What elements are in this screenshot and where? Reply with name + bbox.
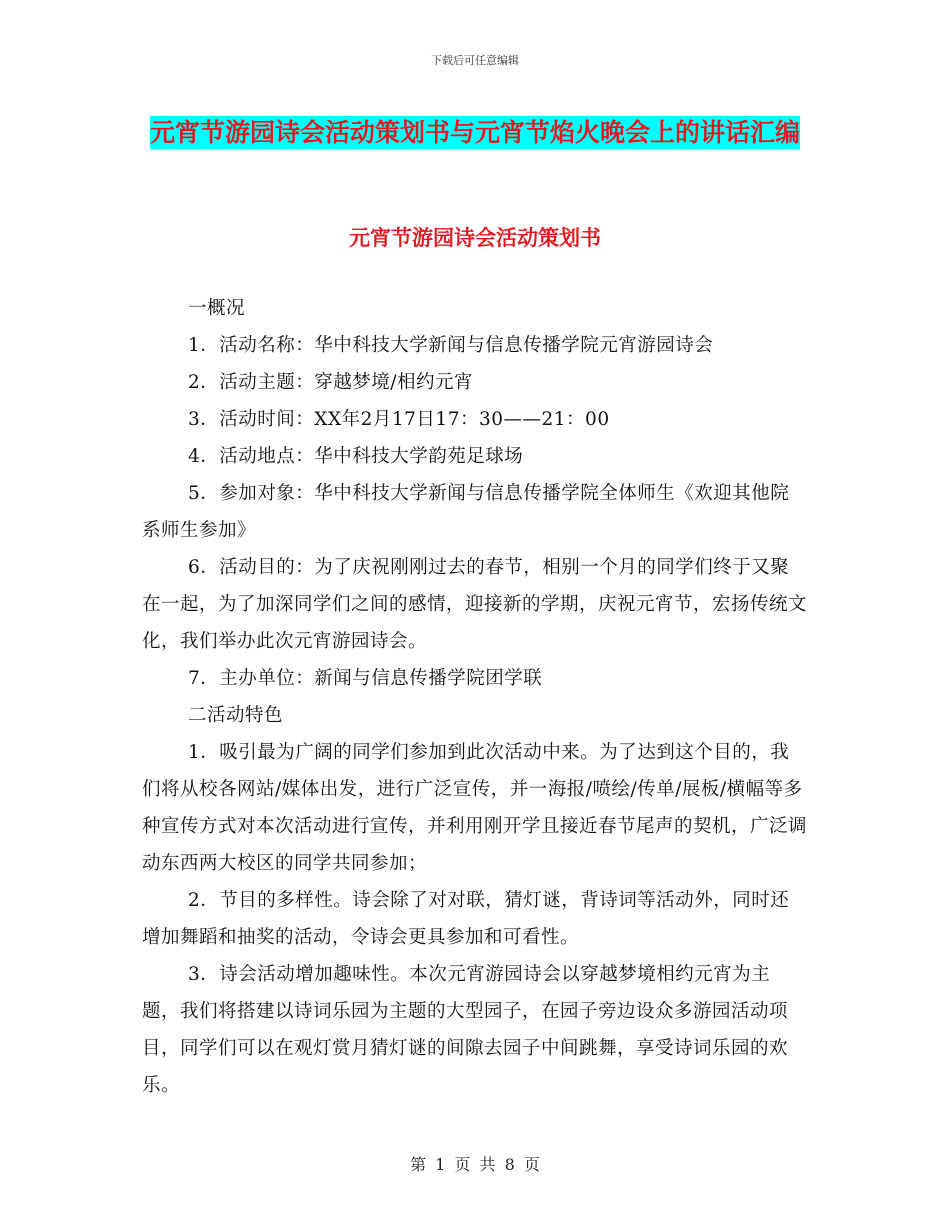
paragraph: 2．节目的多样性。诗会除了对对联，猜灯谜，背诗词等活动外，同时还增加舞蹈和抽奖的活动，令诗会更具参加和可看性。 — [142, 890, 790, 948]
section-title: 元宵节游园诗会活动策划书 — [349, 226, 601, 250]
paragraph: 7．主办单位：新闻与信息传播学院团学联 — [188, 668, 543, 689]
paragraph: 3．活动时间：XX年2月17日17：30——21：00 — [188, 409, 610, 430]
paragraph: 4．活动地点：华中科技大学韵苑足球场 — [188, 446, 524, 467]
paragraph: 2．活动主题：穿越梦境/相约元宵 — [188, 372, 474, 393]
document-title-text: 元宵节游园诗会活动策划书与元宵节焰火晚会上的讲话汇编 — [149, 118, 800, 147]
document-body — [142, 290, 807, 1104]
header-note: 下载后可任意编辑 — [431, 54, 519, 67]
paragraph: 1．活动名称：华中科技大学新闻与信息传播学院元宵游园诗会 — [188, 335, 714, 356]
paragraph: 5．参加对象：华中科技大学新闻与信息传播学院全体师生《欢迎其他院系师生参加》 — [142, 483, 790, 541]
page-number: 第 1 页 共 8 页 — [410, 1155, 540, 1174]
paragraph: 3．诗会活动增加趣味性。本次元宵游园诗会以穿越梦境相约元宵为主题，我们将搭建以诗词乐园为主题的大型园子，在园子旁边设众多游园活动项目，同学们可以在观灯赏月猜灯谜的间隙去园子中间跳舞，享受诗词乐园的欢乐。 — [142, 964, 789, 1096]
paragraph: 一概况 — [188, 298, 246, 319]
paragraph: 1．吸引最为广阔的同学们参加到此次活动中来。为了达到这个目的，我们将从校各网站/媒体出发，进行广泛宣传，并一海报/喷绘/传单/展板/横幅等多种宣传方式对本次活动进行宣传，并利用刚开学且接近春节尾声的契机，广泛调动东西两大校区的同学共同参加； — [142, 742, 808, 874]
document-title — [140, 110, 810, 156]
paragraph: 6．活动目的：为了庆祝刚刚过去的春节，相别一个月的同学们终于又聚在一起，为了加深同学们之间的感情，迎接新的学期，庆祝元宵节，宏扬传统文化，我们举办此次元宵游园诗会。 — [142, 557, 808, 652]
paragraph: 二活动特色 — [188, 705, 284, 726]
